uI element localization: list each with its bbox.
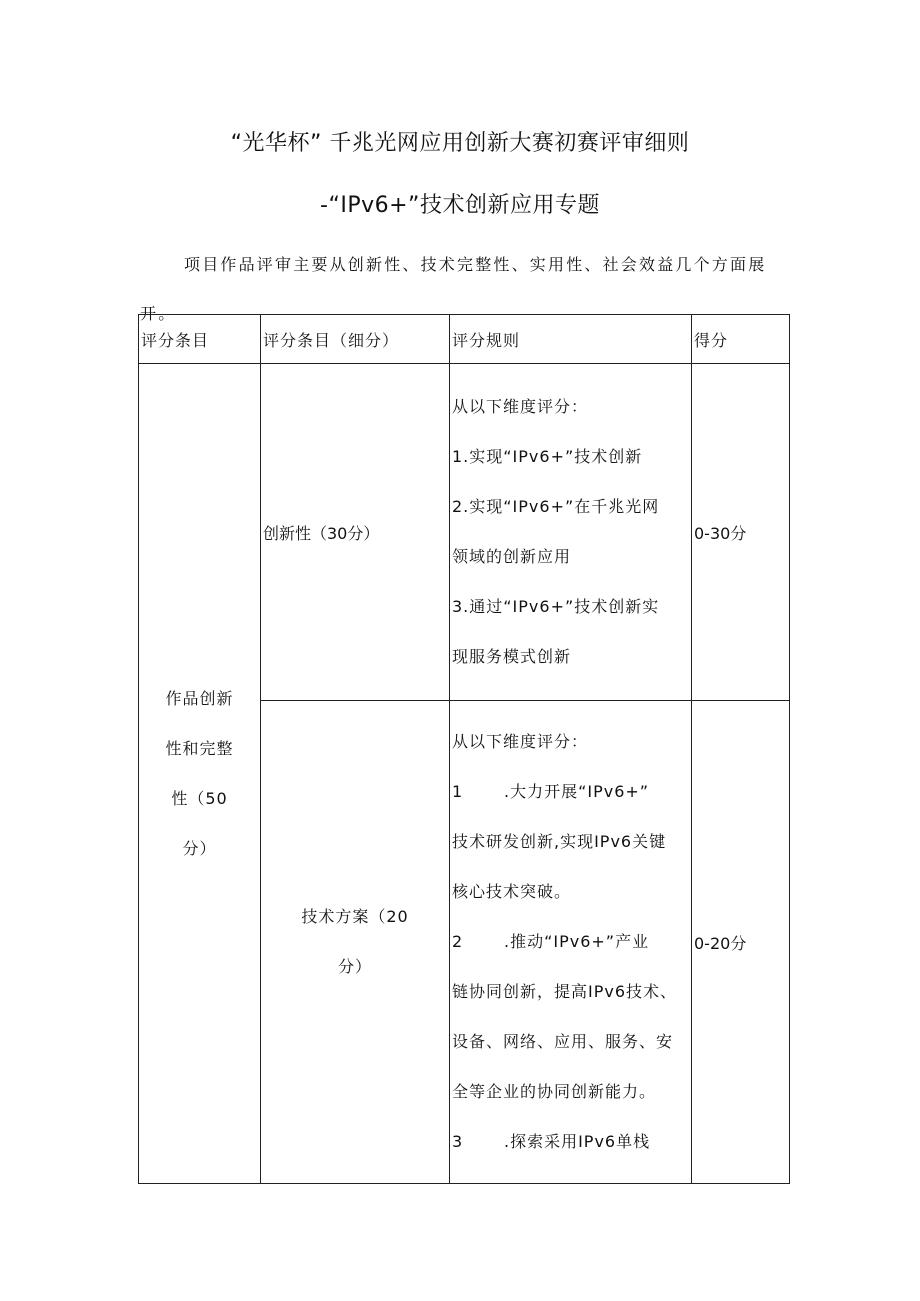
rule-line	[452, 917, 691, 967]
scoring-table	[138, 314, 790, 1184]
rule-line: 核心技术突破。	[452, 882, 572, 901]
subcategory-innovation: 创新性（30分）	[261, 364, 450, 701]
intro-paragraph: 项目作品评审主要从创新性、技术完整性、实用性、社会效益几个方面展开。	[140, 255, 767, 323]
category-line: 性（50	[171, 788, 228, 808]
rule-line: 从以下维度评分：	[452, 732, 589, 751]
rule-line	[452, 767, 691, 817]
rule-line: 1.实现“IPv6+”技术创新	[452, 447, 643, 466]
item-number: 2	[452, 932, 464, 951]
rule-line: 从以下维度评分：	[452, 397, 589, 416]
category-cell	[139, 364, 261, 1184]
item-number: 1	[452, 782, 464, 801]
score-tech-plan: 0-20分	[692, 701, 790, 1184]
subcategory-tech-plan	[261, 701, 450, 1184]
rule-line: 技术研发创新,实现IPv6关键	[452, 832, 667, 851]
document-title: “光华杯” 千兆光网应用创新大赛初赛评审细则	[230, 131, 690, 156]
rule-line: 2.实现“IPv6+”在千兆光网	[452, 497, 660, 516]
rule-line: 现服务模式创新	[452, 647, 572, 666]
item-text: .探索采用IPv6单栈	[504, 1132, 651, 1151]
category-line: 作品创新	[165, 688, 234, 708]
rule-line: 设备、网络、应用、服务、安	[452, 1032, 674, 1051]
subcategory-line: 分）	[337, 957, 372, 976]
item-text: .推动“IPv6+”产业	[504, 932, 650, 951]
rule-line: 链协同创新，提高IPv6技术、	[452, 982, 678, 1001]
category-line: 性和完整	[165, 738, 234, 758]
score-innovation: 0-30分	[692, 364, 790, 701]
item-number: 3	[452, 1132, 464, 1151]
header-rules: 评分规则	[450, 315, 692, 364]
rule-line	[452, 1117, 691, 1167]
header-subcategory: 评分条目（细分）	[261, 315, 450, 364]
rules-tech-plan	[450, 701, 692, 1184]
rule-line: 领域的创新应用	[452, 547, 572, 566]
subcategory-line: 技术方案（20	[301, 907, 409, 926]
table-row	[139, 364, 790, 701]
header-category: 评分条目	[139, 315, 261, 364]
category-line: 分）	[182, 838, 217, 858]
document-subtitle: -“IPv6+”技术创新应用专题	[320, 193, 600, 218]
header-score: 得分	[692, 315, 790, 364]
rule-line: 全等企业的协同创新能力。	[452, 1082, 657, 1101]
table-header-row	[139, 315, 790, 364]
rule-line: 3.通过“IPv6+”技术创新实	[452, 597, 660, 616]
rules-innovation	[450, 364, 692, 701]
item-text: .大力开展“IPv6+”	[504, 782, 650, 801]
